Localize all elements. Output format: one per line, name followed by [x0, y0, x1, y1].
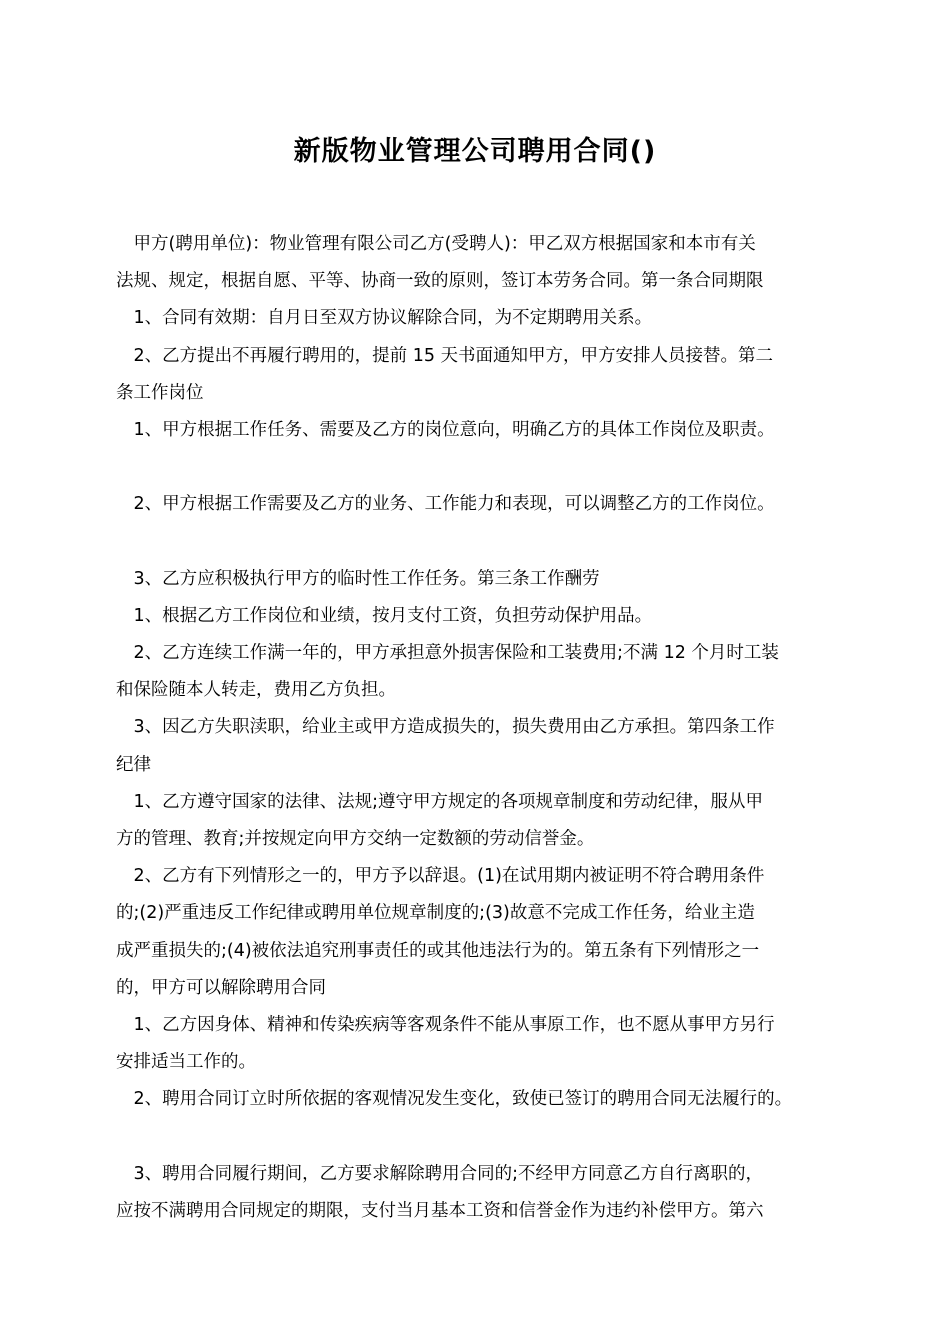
text-line: 2、聘用合同订立时所依据的客观情况发生变化，致使已签订的聘用合同无法履行的。 — [116, 1089, 793, 1110]
text-line: 的，甲方可以解除聘用合同 — [116, 977, 326, 998]
text-line: 甲方(聘用单位)：物业管理有限公司乙方(受聘人)：甲乙双方根据国家和本市有关 — [116, 234, 756, 254]
blank-line — [116, 449, 838, 486]
blank-line — [116, 1119, 838, 1156]
text-line: 3、乙方应积极执行甲方的临时性工作任务。第三条工作酬劳 — [116, 568, 600, 589]
text-line: 1、乙方因身体、精神和传染疾病等客观条件不能从事原工作，也不愿从事甲方另行 — [116, 1014, 775, 1035]
text-line: 1、乙方遵守国家的法律、法规;遵守甲方规定的各项规章制度和劳动纪律，服从甲 — [116, 791, 764, 812]
text-line: 1、合同有效期：自月日至双方协议解除合同，为不定期聘用关系。 — [116, 308, 653, 329]
document-title: 新版物业管理公司聘用合同() — [293, 136, 657, 167]
text-line: 安排适当工作的。 — [116, 1052, 256, 1073]
blank-line — [116, 524, 838, 561]
text-line: 应按不满聘用合同规定的期限，支付当月基本工资和信誉金作为违约补偿甲方。第六 — [116, 1200, 764, 1221]
text-line: 1、根据乙方工作岗位和业绩，按月支付工资，负担劳动保护用品。 — [116, 605, 653, 626]
text-line: 2、乙方有下列情形之一的，甲方予以辞退。(1)在试用期内被证明不符合聘用条件 — [116, 866, 765, 887]
text-line: 方的管理、教育;并按规定向甲方交纳一定数额的劳动信誉金。 — [116, 829, 595, 849]
text-line: 2、乙方提出不再履行聘用的，提前 15 天书面通知甲方，甲方安排人员接替。第二 — [116, 345, 774, 366]
text-line: 1、甲方根据工作任务、需要及乙方的岗位意向，明确乙方的具体工作岗位及职责。 — [116, 419, 775, 440]
text-line: 2、甲方根据工作需要及乙方的业务、工作能力和表现，可以调整乙方的工作岗位。 — [116, 494, 775, 515]
text-line: 条工作岗位 — [116, 382, 204, 403]
text-line: 的;(2)严重违反工作纪律或聘用单位规章制度的;(3)故意不完成工作任务，给业主造 — [116, 903, 755, 924]
text-line: 3、因乙方失职渎职，给业主或甲方造成损失的，损失费用由乙方承担。第四条工作 — [116, 717, 775, 738]
text-line: 纪律 — [116, 754, 151, 775]
text-line: 3、聘用合同履行期间，乙方要求解除聘用合同的;不经甲方同意乙方自行离职的， — [116, 1163, 764, 1184]
text-line: 2、乙方连续工作满一年的，甲方承担意外损害保险和工装费用;不满 12 个月时工装 — [116, 643, 779, 664]
document-body — [116, 226, 838, 1230]
text-line: 和保险随本人转走，费用乙方负担。 — [116, 680, 396, 701]
text-line: 法规、规定，根据自愿、平等、协商一致的原则，签订本劳务合同。第一条合同期限 — [116, 271, 764, 292]
text-line: 成严重损失的;(4)被依法追究刑事责任的或其他违法行为的。第五条有下列情形之一 — [116, 940, 760, 961]
